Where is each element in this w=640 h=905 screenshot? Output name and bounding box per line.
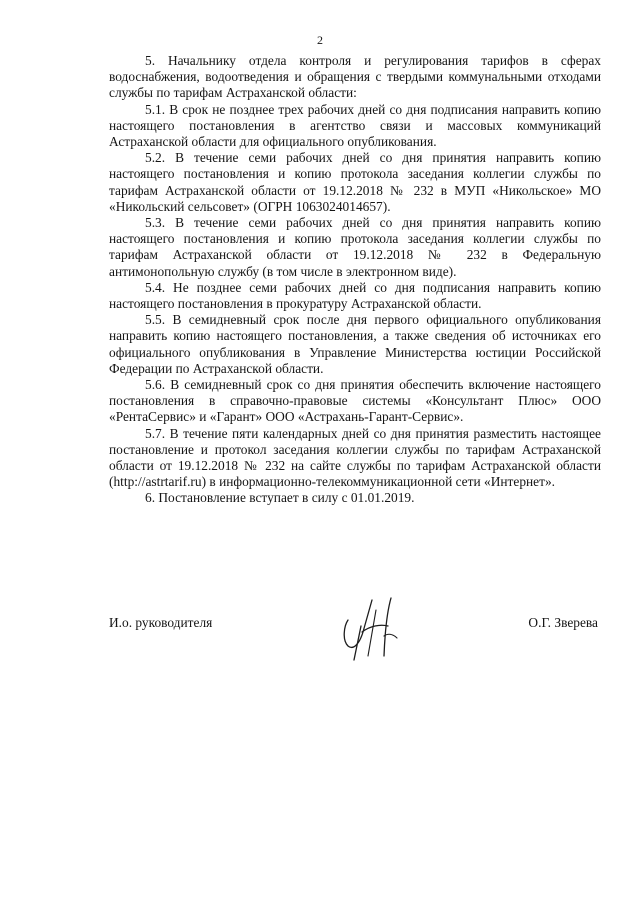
paragraph-5-4: 5.4. Не позднее семи рабочих дней со дня подписания направить копию настоящего постановления в прокуратуру Астраханской области. [109, 279, 601, 312]
paragraph-5: 5. Начальнику отдела контроля и регулирования тарифов в сферах водоснабжения, водоотведения и обращения с твердыми коммунальными отходами службы по тарифам Астраханской области: [109, 53, 601, 101]
paragraph-5-5: 5.5. В семидневный срок после дня первого официального опубликования направить копию настоящего постановления, а также сведения об источниках его официального опубликования в Управление Министерства юстиции Российской Федерации по Астраханской области. [109, 312, 601, 376]
paragraph-5-3: 5.3. В течение семи рабочих дней со дня принятия направить копию настоящего постановления и копию протокола заседания коллегии службы по тарифам Астраханской области от 19.12.2018 № 232 в Федеральную антимонопольную службу (в том числе в электронном виде). [109, 215, 601, 279]
signatory-name: О.Г. Зверева [528, 615, 598, 630]
paragraph-6: 6. Постановление вступает в силу с 01.01.2019. [145, 490, 415, 506]
signatory-title: И.о. руководителя [109, 615, 213, 630]
signature-block [0, 596, 640, 666]
paragraph-5-1: 5.1. В срок не позднее трех рабочих дней со дня подписания направить копию настоящего постановления в агентство связи и массовых коммуникаций Астраханской области для официального опубликования. [109, 101, 601, 150]
handwritten-signature [340, 596, 410, 662]
paragraph-5-6: 5.6. В семидневный срок со дня принятия обеспечить включение настоящего постановления в справочно-правовые системы «Консультант Плюс» ООО «РентаСервис» и «Гарант» ООО «Астрахань-Гарант-Сервис». [109, 377, 601, 425]
paragraph-5-2: 5.2. В течение семи рабочих дней со дня принятия направить копию настоящего постановления и копию протокола заседания коллегии службы по тарифам Астраханской области от 19.12.2018 № 232 в МУП «Никольское» МО «Никольский сельсовет» (ОГРН 1063024014657). [109, 150, 601, 214]
page-number: 2 [317, 33, 323, 47]
paragraph-5-7: 5.7. В течение пяти календарных дней со дня принятия разместить настоящее постановление и протокол заседания коллегии службы по тарифам Астраханской области от 19.12.2018 № 232 на сайте службы по тарифам Астраханской области (http://astrtarif.ru) в информационно-телекоммуникационной сети «Интернет». [109, 425, 601, 490]
document-body [109, 53, 601, 507]
